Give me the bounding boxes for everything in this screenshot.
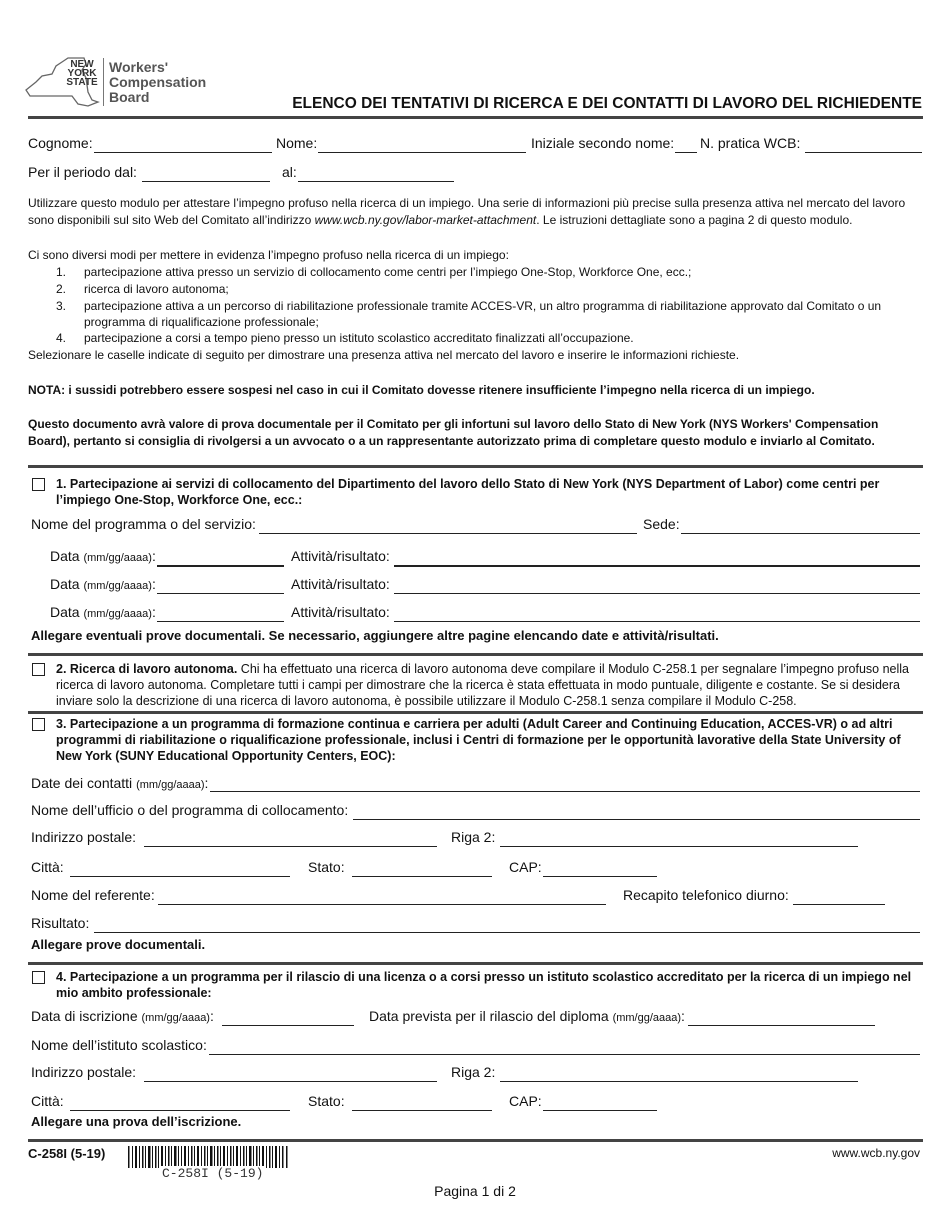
city-field[interactable] (70, 1110, 290, 1111)
state-field[interactable] (352, 1110, 492, 1111)
section2-text: 2. Ricerca di lavoro autonoma. Chi ha effettuato una ricerca di lavoro autonoma deve compilare il Modulo C-258.1 per segnalare l’impegno profuso nella ricerca di lavoro autonoma. Completare tutti i campi per dimostrare che la ricerca è stata effettuata in modo puntuale, diligente e costante. Se si desidera inviare solo la descrizione di una ricerca di lavoro autonoma, è possibile utilizzare il Modulo C-258.1 senza compilare il Modulo C-258. (56, 662, 910, 708)
form-id: C-258I (5-19) (28, 1146, 106, 1161)
contact-dates-field[interactable] (210, 791, 920, 792)
city-label: Città: (31, 1093, 64, 1109)
logo (22, 56, 212, 112)
enroll-date-field[interactable] (222, 1025, 354, 1026)
labor-market-link[interactable]: www.wcb.ny.gov/labor-market-attachment (314, 213, 537, 227)
section2-checkbox[interactable] (32, 663, 45, 676)
list-item: partecipazione attiva presso un servizio di collocamento come centri per l’impiego One-Stop, Workforce One, ecc.; (84, 265, 692, 279)
activity-label: Attività/risultato: (291, 548, 390, 564)
office-name-field[interactable] (353, 819, 920, 820)
intro-ways: Ci sono diversi modi per mettere in evidenza l’impegno profuso nella ricerca di un impiego: (28, 248, 509, 262)
logo-state-line: YORK (67, 68, 97, 79)
referent-label: Nome del referente: (31, 887, 155, 903)
intro-instructions: Selezionare le caselle indicate di seguito per dimostrare una presenza attiva nel mercato del lavoro e inserire le informazioni richieste. (28, 348, 740, 362)
list-item: ricerca di lavoro autonoma; (84, 282, 229, 296)
program-name-field[interactable] (259, 533, 637, 534)
address-line2-label: Riga 2: (451, 829, 496, 845)
nota: NOTA: i sussidi potrebbero essere sospesi nel caso in cui il Comitato dovesse ritenere insufficiente l’impegno nella ricerca di un impiego. (28, 383, 815, 397)
section4-title: 4. Partecipazione a un programma per il rilascio di una licenza o a corsi presso un istituto scolastico accreditato per la ricerca di un impiego nel mio ambito professionale: (56, 970, 912, 1000)
date-field[interactable] (157, 565, 284, 567)
section4-checkbox[interactable] (32, 971, 45, 984)
phone-field[interactable] (793, 904, 885, 905)
date-label: Data (mm/gg/aaaa): (50, 576, 156, 592)
logo-org-line: Compensation (109, 74, 207, 90)
contact-dates-label: Date dei contatti (mm/gg/aaaa): (31, 775, 209, 791)
list-item: 4. (56, 331, 67, 345)
wcb-case-field[interactable] (805, 152, 922, 153)
city-label: Città: (31, 859, 64, 875)
activity-field[interactable] (394, 565, 920, 567)
referent-field[interactable] (158, 904, 606, 905)
address-field[interactable] (144, 846, 437, 847)
intro-paragraph: Utilizzare questo modulo per attestare l’impegno profuso nella ricerca di un impiego. Una serie di informazioni più precise sulla presenza attiva nel mercato del lavoro sono disponibili sul sito Web del Comitato all’indirizzo www.wcb.ny.gov/labor-market-attachment. Le istruzioni dettagliate sono a pagina 2 di questo modulo. (28, 196, 906, 227)
barcode-text: C-258I (5-19) (162, 1166, 264, 1181)
location-field[interactable] (681, 533, 920, 534)
program-name-label: Nome del programma o del servizio: (31, 516, 256, 532)
list-item: partecipazione a corsi a tempo pieno presso un istituto scolastico accreditato finalizzati all’occupazione. (84, 331, 634, 345)
state-label: Stato: (308, 859, 345, 875)
barcode (128, 1146, 288, 1182)
location-label: Sede: (643, 516, 680, 532)
period-to-label: al: (282, 164, 297, 180)
section1-title: 1. Partecipazione ai servizi di collocamento del Dipartimento del lavoro dello Stato di New York (NYS Department of Labor) come centri per l’impiego One-Stop, Workforce One, ecc.: (56, 477, 880, 507)
office-name-label: Nome dell’ufficio o del programma di collocamento: (31, 802, 349, 818)
date-field[interactable] (157, 593, 284, 594)
list-item: 2. (56, 282, 67, 296)
address-field[interactable] (144, 1081, 437, 1082)
period-from-field[interactable] (142, 181, 270, 182)
surname-label: Cognome: (28, 135, 93, 151)
logo-state-line: STATE (66, 77, 98, 88)
zip-label: CAP: (509, 859, 542, 875)
page-title: ELENCO DEI TENTATIVI DI RICERCA E DEI CONTATTI DI LAVORO DEL RICHIEDENTE (292, 95, 922, 112)
name-field[interactable] (318, 152, 526, 153)
school-name-label: Nome dell’istituto scolastico: (31, 1037, 207, 1053)
city-field[interactable] (70, 876, 290, 877)
section3-attach-note: Allegare prove documentali. (31, 937, 206, 952)
page-number: Pagina 1 di 2 (434, 1183, 516, 1199)
date-field[interactable] (157, 621, 284, 622)
period-to-field[interactable] (298, 181, 454, 182)
date-label: Data (mm/gg/aaaa): (50, 548, 156, 564)
enroll-date-label: Data di iscrizione (mm/gg/aaaa): (31, 1008, 214, 1024)
result-field[interactable] (94, 932, 920, 933)
zip-label: CAP: (509, 1093, 542, 1109)
state-field[interactable] (352, 876, 492, 877)
logo-state-line: NEW (70, 59, 94, 70)
section3-title: 3. Partecipazione a un programma di formazione continua e carriera per adulti (Adult Career and Continuing Education, ACCES-VR) o ad altri programmi di riabilitazione o riqualificazione professionale, inclusi i Centri di formazione per le opportunità lavorative della State University of New York (SUNY Educational Opportunity Centers, EOC): (56, 717, 901, 763)
period-from-label: Per il periodo dal: (28, 164, 137, 180)
zip-field[interactable] (543, 876, 657, 877)
date-label: Data (mm/gg/aaaa): (50, 604, 156, 620)
legal-warning: Questo documento avrà valore di prova documentale per il Comitato per gli infortuni sul lavoro dello Stato di New York (NYS Workers' Compensation Board), pertanto si consiglia di rivolgersi a un avvocato o a un rappresentante autorizzato prima di completare questo modulo e inviarlo al Comitato. (28, 417, 879, 448)
state-label: Stato: (308, 1093, 345, 1109)
school-name-field[interactable] (209, 1054, 920, 1055)
barcode-icon (128, 1146, 288, 1168)
list-item: 1. (56, 265, 67, 279)
section1-attach-note: Allegare eventuali prove documentali. Se necessario, aggiungere altre pagine elencando date e attività/risultati. (31, 628, 719, 643)
activity-field[interactable] (394, 621, 920, 622)
address-label: Indirizzo postale: (31, 1064, 137, 1080)
section4-attach-note: Allegare una prova dell’iscrizione. (31, 1114, 242, 1129)
result-label: Risultato: (31, 915, 90, 931)
name-label: Nome: (276, 135, 318, 151)
zip-field[interactable] (543, 1110, 657, 1111)
section3-checkbox[interactable] (32, 718, 45, 731)
address-line2-field[interactable] (500, 846, 858, 847)
section1-checkbox[interactable] (32, 478, 45, 491)
address-line2-field[interactable] (500, 1081, 858, 1082)
activity-label: Attività/risultato: (291, 576, 390, 592)
activity-field[interactable] (394, 593, 920, 594)
phone-label: Recapito telefonico diurno: (623, 887, 789, 903)
activity-label: Attività/risultato: (291, 604, 390, 620)
diploma-date-label: Data prevista per il rilascio del diploma (mm/gg/aaaa): (369, 1008, 685, 1024)
middle-initial-field[interactable] (675, 152, 697, 153)
surname-field[interactable] (94, 152, 272, 153)
list-item: partecipazione attiva a un percorso di riabilitazione professionale tramite ACCES-VR, un altro programma di riabilitazione approvato dal Comitato o un programma di riqualificazione professionale; (84, 299, 882, 329)
wcb-case-label: N. pratica WCB: (700, 135, 801, 151)
address-label: Indirizzo postale: (31, 829, 137, 845)
logo-org-line: Workers' (109, 59, 169, 75)
list-item: 3. (56, 299, 67, 313)
diploma-date-field[interactable] (688, 1025, 875, 1026)
logo-org-line: Board (109, 89, 150, 105)
website[interactable]: www.wcb.ny.gov (832, 1146, 920, 1160)
middle-initial-label: Iniziale secondo nome: (531, 135, 675, 151)
address-line2-label: Riga 2: (451, 1064, 496, 1080)
